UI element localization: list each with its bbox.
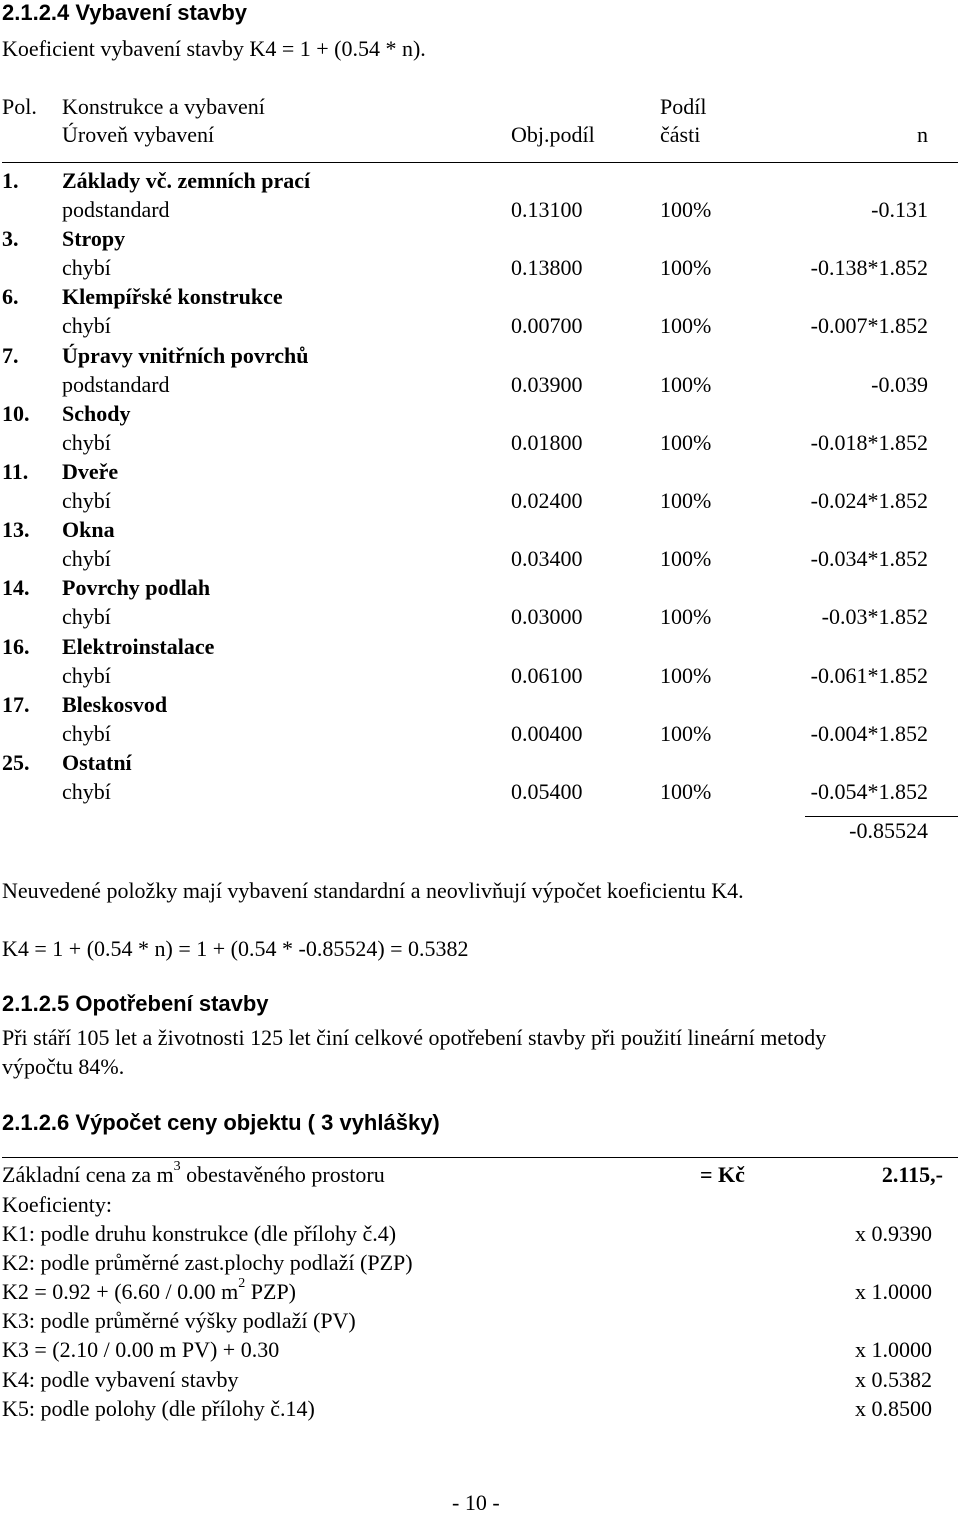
row-construction: Schody xyxy=(62,401,131,426)
row-construction: Elektroinstalace xyxy=(62,634,215,659)
row-podil-casti: 100% xyxy=(660,488,712,513)
row-podil-casti: 100% xyxy=(660,197,712,222)
row-construction: Klempířské konstrukce xyxy=(62,284,283,309)
row-construction: Dveře xyxy=(62,459,119,484)
k2-label: K2: podle průměrné zast.plochy podlaží (PZP) xyxy=(2,1250,413,1275)
row-number: 16. xyxy=(2,634,30,659)
col-uroven: Úroveň vybavení xyxy=(62,122,215,147)
col-n: n xyxy=(917,122,928,147)
row-number: 1. xyxy=(2,168,19,193)
col-pol: Pol. xyxy=(2,94,37,119)
row-level: podstandard xyxy=(62,372,170,397)
total-rule xyxy=(805,816,958,817)
row-obj-podil: 0.06100 xyxy=(511,663,583,688)
col-objpodil: Obj.podíl xyxy=(511,122,595,147)
row-obj-podil: 0.03400 xyxy=(511,546,583,571)
row-obj-podil: 0.13800 xyxy=(511,255,583,280)
col-podil: Podíl xyxy=(660,94,707,119)
k3-formula: K3 = (2.10 / 0.00 m PV) + 0.30 xyxy=(2,1337,280,1362)
row-n-value: -0.034*1.852 xyxy=(810,546,928,571)
row-podil-casti: 100% xyxy=(660,313,712,338)
row-n-value: -0.03*1.852 xyxy=(821,604,928,629)
section-heading-opotrebeni: 2.1.2.5 Opotřebení stavby xyxy=(2,991,269,1016)
row-number: 25. xyxy=(2,750,30,775)
row-level: chybí xyxy=(62,313,111,338)
k5-value: x 0.8500 xyxy=(855,1396,932,1421)
row-n-value: -0.054*1.852 xyxy=(810,779,928,804)
row-n-value: -0.138*1.852 xyxy=(810,255,928,280)
page-number: - 10 - xyxy=(452,1490,500,1515)
row-level: chybí xyxy=(62,779,111,804)
row-level: chybí xyxy=(62,255,111,280)
k4-formula: Koeficient vybavení stavby K4 = 1 + (0.54 * n). xyxy=(2,36,426,61)
row-construction: Povrchy podlah xyxy=(62,575,211,600)
header-rule xyxy=(2,162,958,163)
row-construction: Stropy xyxy=(62,226,126,251)
row-n-value: -0.024*1.852 xyxy=(810,488,928,513)
row-podil-casti: 100% xyxy=(660,255,712,280)
col-konstrukce: Konstrukce a vybavení xyxy=(62,94,265,119)
row-number: 13. xyxy=(2,517,30,542)
row-n-value: -0.131 xyxy=(871,197,928,222)
row-number: 3. xyxy=(2,226,19,251)
row-construction: Základy vč. zemních prací xyxy=(62,168,311,193)
note-text: Neuvedené položky mají vybavení standardní a neovlivňují výpočet koeficientu K4. xyxy=(2,878,744,903)
row-podil-casti: 100% xyxy=(660,721,712,746)
row-level: chybí xyxy=(62,430,111,455)
row-podil-casti: 100% xyxy=(660,430,712,455)
row-obj-podil: 0.01800 xyxy=(511,430,583,455)
row-construction: Úpravy vnitřních povrchů xyxy=(62,343,309,368)
price-rule xyxy=(2,1157,958,1158)
row-number: 6. xyxy=(2,284,19,309)
base-price-eq: = Kč xyxy=(700,1162,745,1187)
row-number: 17. xyxy=(2,692,30,717)
row-construction: Ostatní xyxy=(62,750,132,775)
row-number: 11. xyxy=(2,459,29,484)
koeficienty-label: Koeficienty: xyxy=(2,1192,112,1217)
k4-value: x 0.5382 xyxy=(855,1367,932,1392)
k1-value: x 0.9390 xyxy=(855,1221,932,1246)
row-level: chybí xyxy=(62,604,111,629)
row-level: chybí xyxy=(62,546,111,571)
row-n-value: -0.018*1.852 xyxy=(810,430,928,455)
col-casti: části xyxy=(660,122,701,147)
opotrebeni-text-1: Při stáří 105 let a životnosti 125 let činí celkové opotřebení stavby při použití lineární metody xyxy=(2,1025,827,1050)
row-obj-podil: 0.13100 xyxy=(511,197,583,222)
row-level: chybí xyxy=(62,721,111,746)
base-price-value: 2.115,- xyxy=(881,1162,943,1187)
row-construction: Bleskosvod xyxy=(62,692,168,717)
row-podil-casti: 100% xyxy=(660,546,712,571)
row-podil-casti: 100% xyxy=(660,372,712,397)
k4-label: K4: podle vybavení stavby xyxy=(2,1367,239,1392)
row-obj-podil: 0.00700 xyxy=(511,313,583,338)
row-obj-podil: 0.03000 xyxy=(511,604,583,629)
row-obj-podil: 0.03900 xyxy=(511,372,583,397)
row-level: chybí xyxy=(62,488,111,513)
row-podil-casti: 100% xyxy=(660,779,712,804)
k3-label: K3: podle průměrné výšky podlaží (PV) xyxy=(2,1308,356,1333)
row-obj-podil: 0.05400 xyxy=(511,779,583,804)
k2-value: x 1.0000 xyxy=(855,1279,932,1304)
n-total: -0.85524 xyxy=(849,818,928,843)
row-number: 7. xyxy=(2,343,19,368)
row-number: 10. xyxy=(2,401,30,426)
row-n-value: -0.004*1.852 xyxy=(810,721,928,746)
row-podil-casti: 100% xyxy=(660,663,712,688)
opotrebeni-text-2: výpočtu 84%. xyxy=(2,1054,125,1079)
row-podil-casti: 100% xyxy=(660,604,712,629)
row-obj-podil: 0.02400 xyxy=(511,488,583,513)
k3-value: x 1.0000 xyxy=(855,1337,932,1362)
row-n-value: -0.061*1.852 xyxy=(810,663,928,688)
k2-formula: K2 = 0.92 + (6.60 / 0.00 $m^2$ PZP) xyxy=(2,1276,297,1304)
row-n-value: -0.039 xyxy=(871,372,928,397)
k4-result: K4 = 1 + (0.54 * n) = 1 + (0.54 * -0.85524) = 0.5382 xyxy=(2,936,469,961)
k1-label: K1: podle druhu konstrukce (dle přílohy č.4) xyxy=(2,1221,397,1246)
section-heading-vypocet: 2.1.2.6 Výpočet ceny objektu ( 3 vyhlášky) xyxy=(2,1110,440,1135)
section-heading-vybaveni: 2.1.2.4 Vybavení stavby xyxy=(2,0,247,25)
base-price-label: Základní cena za $m^3$ obestavěného prostoru xyxy=(2,1159,385,1187)
row-level: podstandard xyxy=(62,197,170,222)
row-n-value: -0.007*1.852 xyxy=(810,313,928,338)
row-number: 14. xyxy=(2,575,30,600)
row-obj-podil: 0.00400 xyxy=(511,721,583,746)
row-level: chybí xyxy=(62,663,111,688)
row-construction: Okna xyxy=(62,517,115,542)
k5-label: K5: podle polohy (dle přílohy č.14) xyxy=(2,1396,315,1421)
